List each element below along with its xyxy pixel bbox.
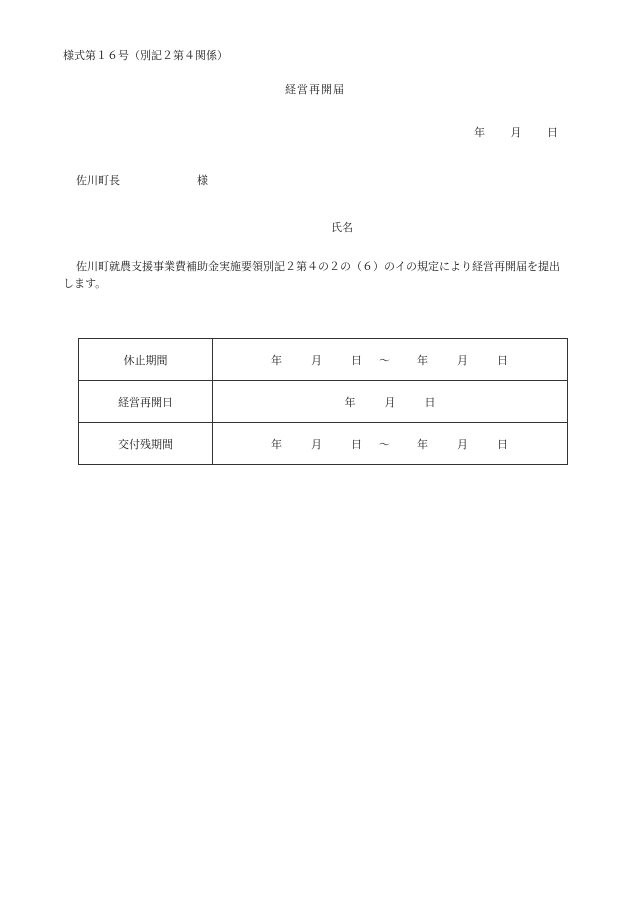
body-text: 佐川町就農支援事業費補助金実施要領別記２第４の２の（６）のイの規定により経営再開届を提出します。 — [63, 260, 560, 290]
end-day: 日 — [497, 353, 508, 367]
form-number: 様式第１６号（別記２第４関係） — [63, 49, 228, 62]
start-month: 月 — [311, 437, 322, 451]
end-month: 月 — [457, 353, 468, 367]
resumption-date-label: 経営再開日 — [79, 381, 213, 423]
table-row-remaining — [79, 423, 568, 465]
start-year: 年 — [271, 353, 282, 367]
end-year: 年 — [417, 437, 428, 451]
suspension-period-value — [213, 339, 568, 381]
start-day: 日 — [351, 437, 362, 451]
resumption-date-value — [213, 381, 568, 423]
start-day: 日 — [351, 353, 362, 367]
suspension-period-label: 休止期間 — [79, 339, 213, 381]
addressee-name: 佐川町長 — [76, 174, 120, 187]
table-row-suspension — [79, 339, 568, 381]
remaining-period-value — [213, 423, 568, 465]
end-year: 年 — [417, 353, 428, 367]
resume-day: 日 — [424, 395, 436, 409]
date-month: 月 — [510, 126, 522, 139]
end-day: 日 — [497, 437, 508, 451]
start-month: 月 — [311, 353, 322, 367]
submission-date — [474, 124, 558, 140]
table-row-resumption — [79, 381, 568, 423]
document-title: 経営再開届 — [285, 83, 345, 96]
remaining-period-label: 交付残期間 — [79, 423, 213, 465]
range-separator: ～ — [379, 437, 390, 451]
info-table — [78, 338, 568, 465]
date-day: 日 — [547, 126, 558, 139]
end-month: 月 — [457, 437, 468, 451]
applicant-name-label: 氏名 — [331, 221, 353, 234]
addressee-honorific: 様 — [197, 174, 208, 187]
resume-year: 年 — [344, 395, 356, 409]
date-year: 年 — [474, 126, 485, 139]
start-year: 年 — [271, 437, 282, 451]
resume-month: 月 — [384, 395, 396, 409]
range-separator: ～ — [379, 353, 390, 367]
